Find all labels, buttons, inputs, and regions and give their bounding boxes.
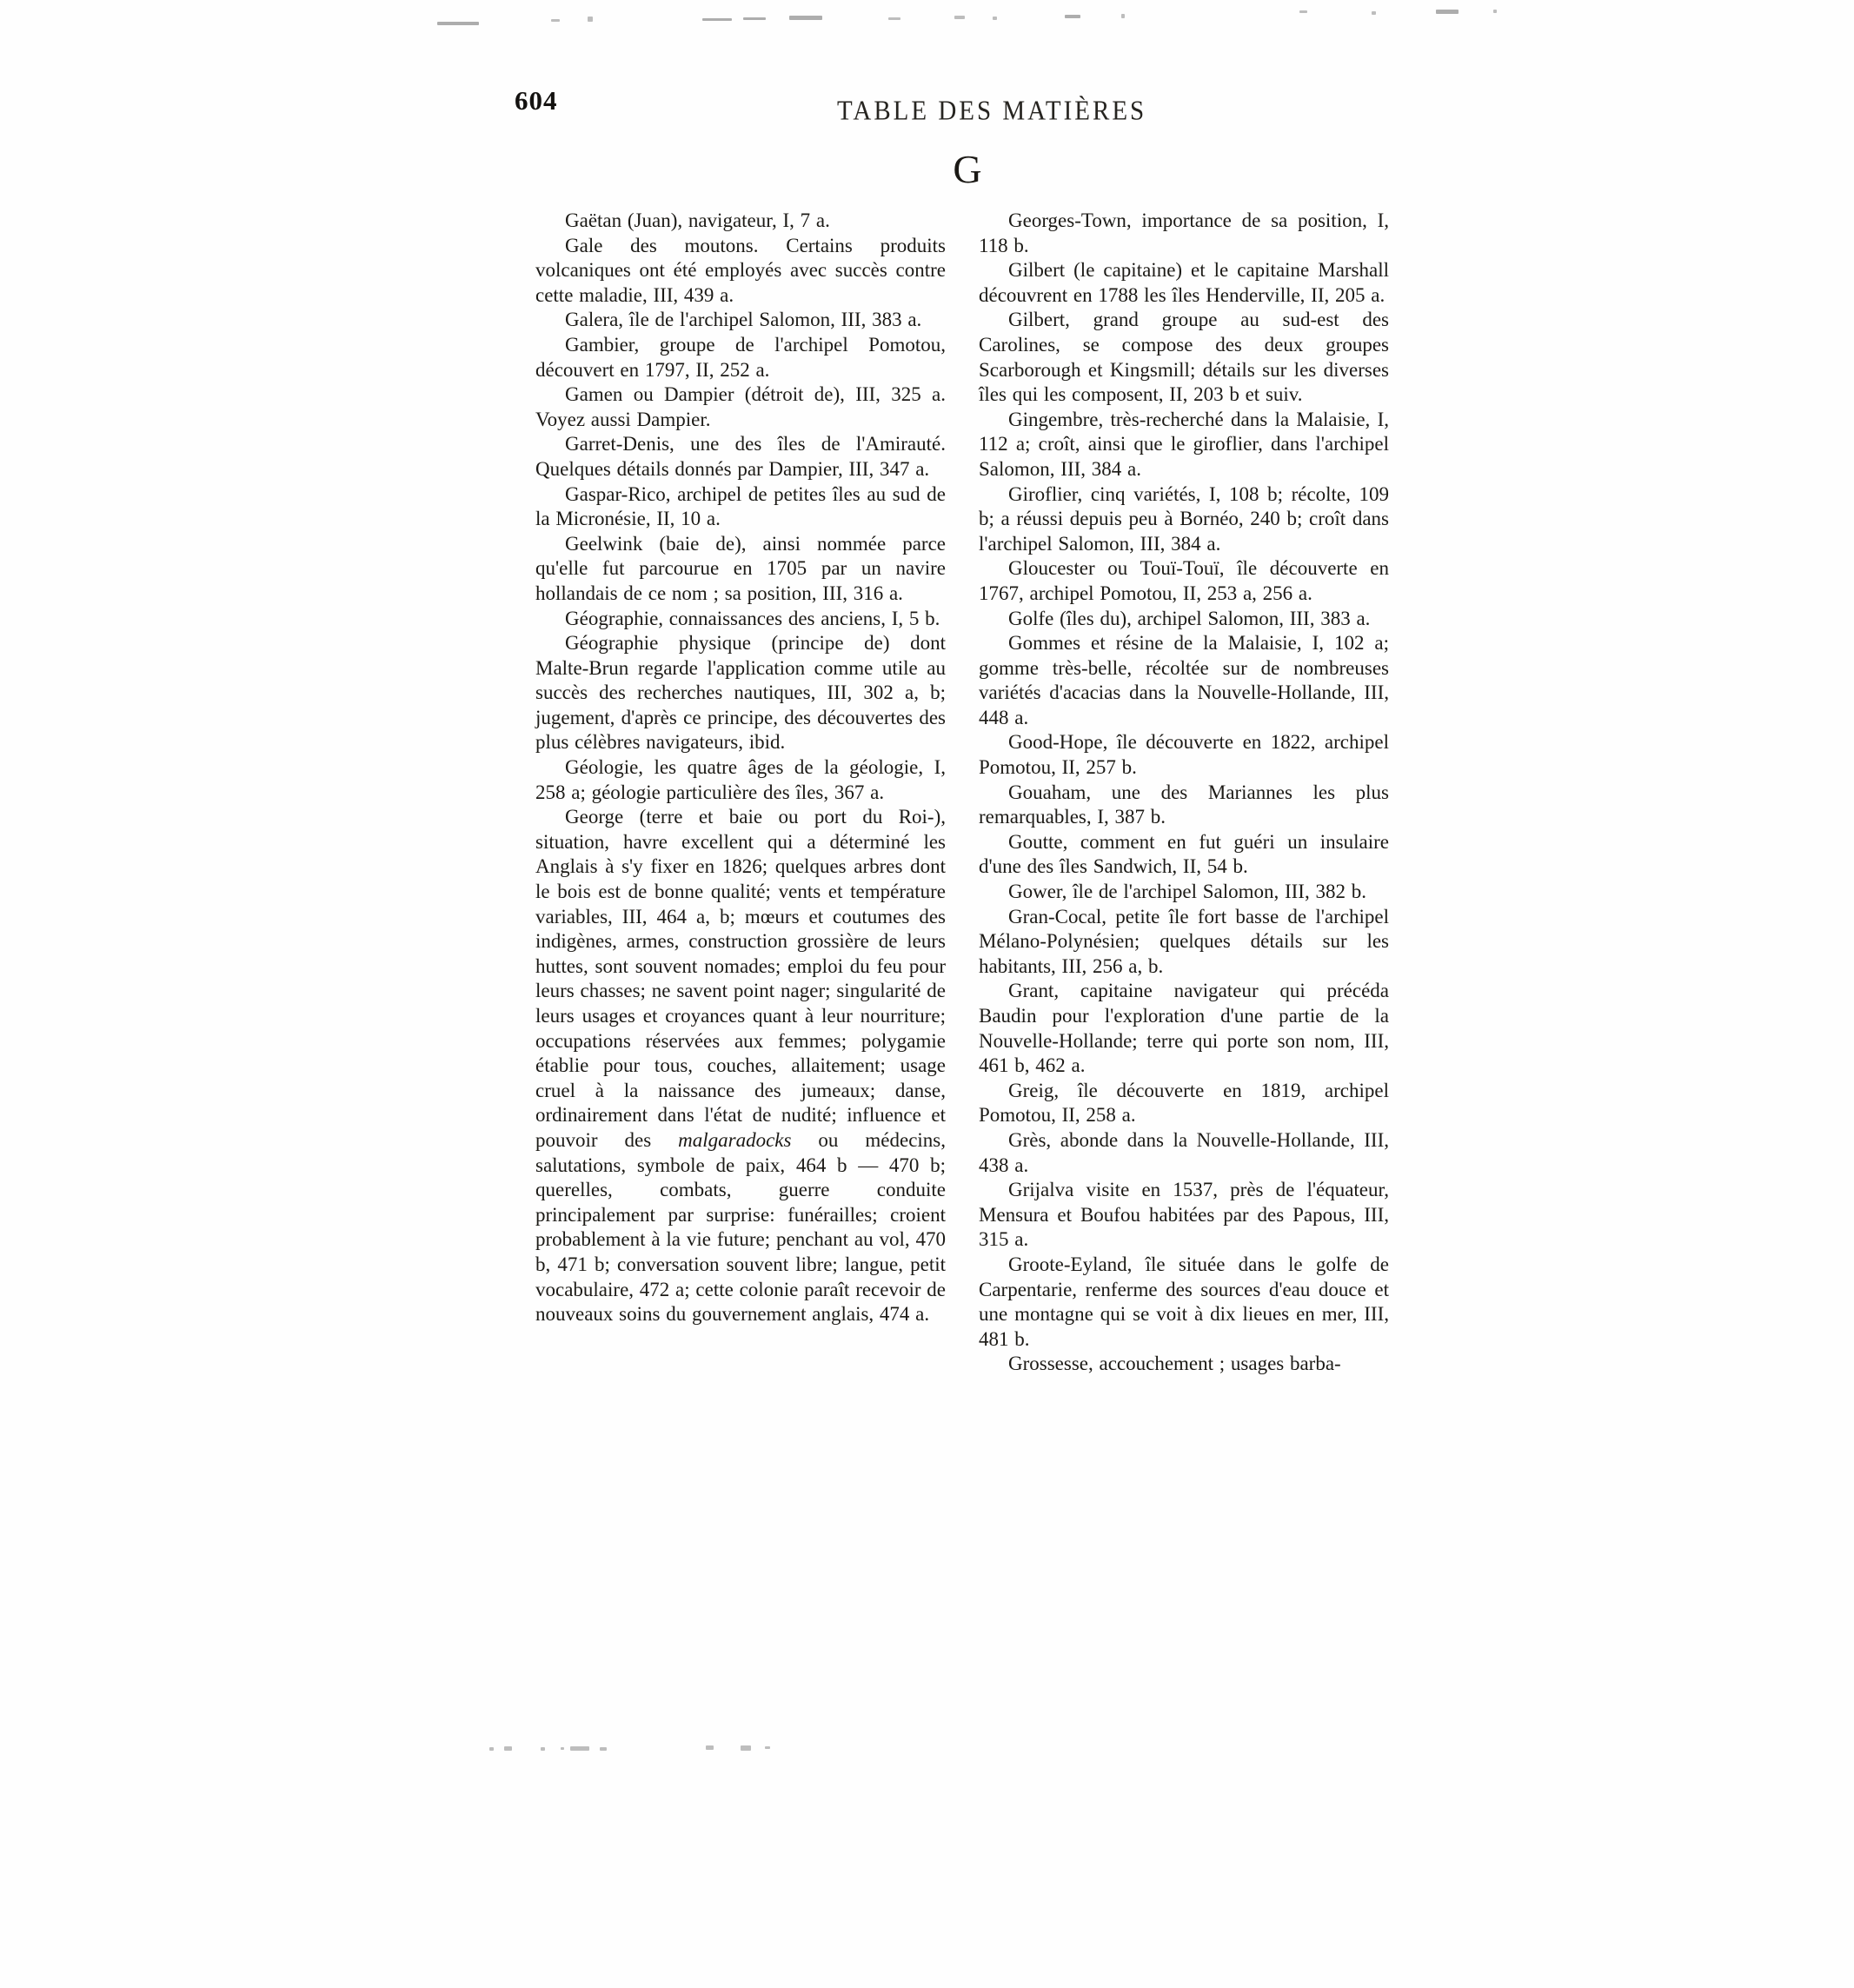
scan-artifact: [541, 1747, 545, 1751]
scan-artifact: [561, 1747, 564, 1750]
index-entry: Gower, île de l'archipel Salomon, III, 382 b.: [1008, 881, 1366, 903]
scan-artifact: [888, 17, 900, 20]
index-entry: Gamen ou Dampier (détroit de), III, 325 a. Voyez aussi Dampier.: [535, 383, 946, 430]
scan-artifact: [702, 18, 732, 21]
index-entry: Georges-Town, importance de sa position, I, 118 b.: [979, 209, 1389, 256]
index-entry: Garret-Denis, une des îles de l'Amirauté. Quelques détails donnés par Dampier, III, 347 a.: [535, 433, 946, 480]
scan-artifact: [954, 16, 965, 19]
index-column-left: [535, 209, 946, 1327]
index-entry: Goutte, comment en fut guéri un insulaire d'une des îles Sandwich, II, 54 b.: [979, 830, 1389, 878]
scan-artifact: [489, 1747, 494, 1751]
index-entry: Géographie, connaissances des anciens, I, 5 b.: [565, 607, 940, 629]
index-entry: Gaspar-Rico, archipel de petites îles au sud de la Micronésie, II, 10 a.: [535, 482, 946, 530]
index-entry: Golfe (îles du), archipel Salomon, III, 383 a.: [1008, 607, 1371, 629]
index-entry: Gingembre, très-recherché dans la Malaisie, I, 112 a; croît, ainsi que le giroflier, dans l'archipel Salomon, III, 384 a.: [979, 408, 1389, 480]
index-entry: Grijalva visite en 1537, près de l'équateur, Mensura et Boufou habitées par des Papous, III, 315 a.: [979, 1179, 1389, 1251]
scan-artifact: [588, 17, 593, 22]
index-entry: Gouaham, une des Mariannes les plus remarquables, I, 387 b.: [979, 781, 1389, 828]
index-entry: Gommes et résine de la Malaisie, I, 102 a; gomme très-belle, récoltée sur de nombreuses variétés d'acacias dans la Nouvelle-Hollande, III, 448 a.: [979, 632, 1389, 728]
scan-artifact: [765, 1746, 770, 1749]
index-entry: Gilbert (le capitaine) et le capitaine Marshall découvrent en 1788 les îles Henderville, II, 205 a.: [979, 259, 1389, 306]
scan-artifact: [600, 1747, 607, 1751]
scan-artifact: [437, 22, 479, 25]
index-column-right: [979, 209, 1389, 1377]
section-letter-heading: G: [953, 147, 982, 191]
scan-artifact: [551, 19, 560, 22]
index-entry: Gale des moutons. Certains produits volcaniques ont été employés avec succès contre cette maladie, III, 439 a.: [535, 234, 946, 306]
running-title: TABLE DES MATIÈRES: [837, 96, 1147, 127]
scan-artifact: [789, 16, 822, 20]
index-entry: Groote-Eyland, île située dans le golfe de Carpentarie, renferme des sources d'eau douce et une montagne qui se voit à dix lieues en mer, III, 481 b.: [979, 1253, 1389, 1350]
index-entry: Giroflier, cinq variétés, I, 108 b; récolte, 109 b; a réussi depuis peu à Bornéo, 240 b; croît dans l'archipel Salomon, III, 384 a.: [979, 482, 1389, 555]
index-entry: Galera, île de l'archipel Salomon, III, 383 a.: [565, 309, 922, 331]
index-entry: George (terre et baie ou port du Roi-), situation, havre excellent qui a déterminé les Anglais à s'y fixer en 1826; quelques arbres dont le bois est de bonne qualité; vents et température variables, III, 464 a, b; mœurs et coutumes des indigènes, armes, construction grossière de leurs huttes, sont souvent nomades; emploi du feu pour leurs chasses; ne savent point nager; singularité de leurs usages et croyances quant à leur nourriture; occupations réservées aux femmes; polygamie établie pour tous, couches, allaitement; usage cruel à la naissance des jumeaux; danse, ordinairement dans l'état de nudité; influence et pouvoir des malgaradocks ou médecins, salutations, symbole de paix, 464 b — 470 b; querelles, combats, guerre conduite principalement par surprise: funérailles; croient probablement à la vie future; penchant au vol, 470 b, 471 b; conversation souvent libre; langue, petit vocabulaire, 472 a; cette colonie paraît recevoir de nouveaux soins du gouvernement anglais, 474 a.: [535, 806, 946, 1326]
scan-artifact: [706, 1745, 714, 1750]
index-entry: Gran-Cocal, petite île fort basse de l'archipel Mélano-Polynésien; quelques détails sur les habitants, III, 256 a, b.: [979, 905, 1389, 977]
scan-artifact: [504, 1746, 512, 1751]
scan-artifact: [570, 1746, 589, 1751]
index-entry: Gloucester ou Touï-Touï, île découverte en 1767, archipel Pomotou, II, 253 a, 256 a.: [979, 557, 1389, 604]
index-entry: Geelwink (baie de), ainsi nommée parce qu'elle fut parcourue en 1705 par un navire hollandais de ce nom ; sa position, III, 316 a.: [535, 532, 946, 604]
scan-artifact: [1493, 10, 1497, 13]
index-entry: Gambier, groupe de l'archipel Pomotou, découvert en 1797, II, 252 a.: [535, 333, 946, 381]
page-number: 604: [515, 85, 558, 116]
scan-artifact: [1121, 14, 1125, 18]
index-entry: Gilbert, grand groupe au sud-est des Carolines, se compose des deux groupes Scarborough et Kingsmill; détails sur les diverses îles qui les composent, II, 203 b et suiv.: [979, 309, 1389, 406]
index-entry: Grossesse, accouchement ; usages barba-: [1008, 1353, 1341, 1375]
index-entry: Géologie, les quatre âges de la géologie, I, 258 a; géologie particulière des îles, 367 a.: [535, 756, 946, 803]
index-entry: Géographie physique (principe de) dont Malte-Brun regarde l'application comme utile au succès des recherches nautiques, III, 302 a, b; jugement, d'après ce principe, des découvertes des plus célèbres navigateurs, ibid.: [535, 632, 946, 754]
index-entry: Grant, capitaine navigateur qui précéda Baudin pour l'exploration d'une partie de la Nouvelle-Hollande; terre qui porte son nom, III, 461 b, 462 a.: [979, 980, 1389, 1077]
index-entry: Grès, abonde dans la Nouvelle-Hollande, III, 438 a.: [979, 1128, 1389, 1176]
scan-artifact: [743, 17, 766, 20]
index-entry: Greig, île découverte en 1819, archipel Pomotou, II, 258 a.: [979, 1079, 1389, 1127]
scan-artifact: [741, 1745, 751, 1751]
index-entry: Good-Hope, île découverte en 1822, archipel Pomotou, II, 257 b.: [979, 731, 1389, 779]
scan-artifact: [993, 17, 997, 20]
scan-artifact: [1065, 15, 1080, 18]
index-entry: Gaëtan (Juan), navigateur, I, 7 a.: [565, 209, 830, 231]
scan-artifact: [1299, 10, 1307, 13]
scan-artifact: [1436, 10, 1459, 14]
scan-artifact: [1372, 11, 1376, 15]
